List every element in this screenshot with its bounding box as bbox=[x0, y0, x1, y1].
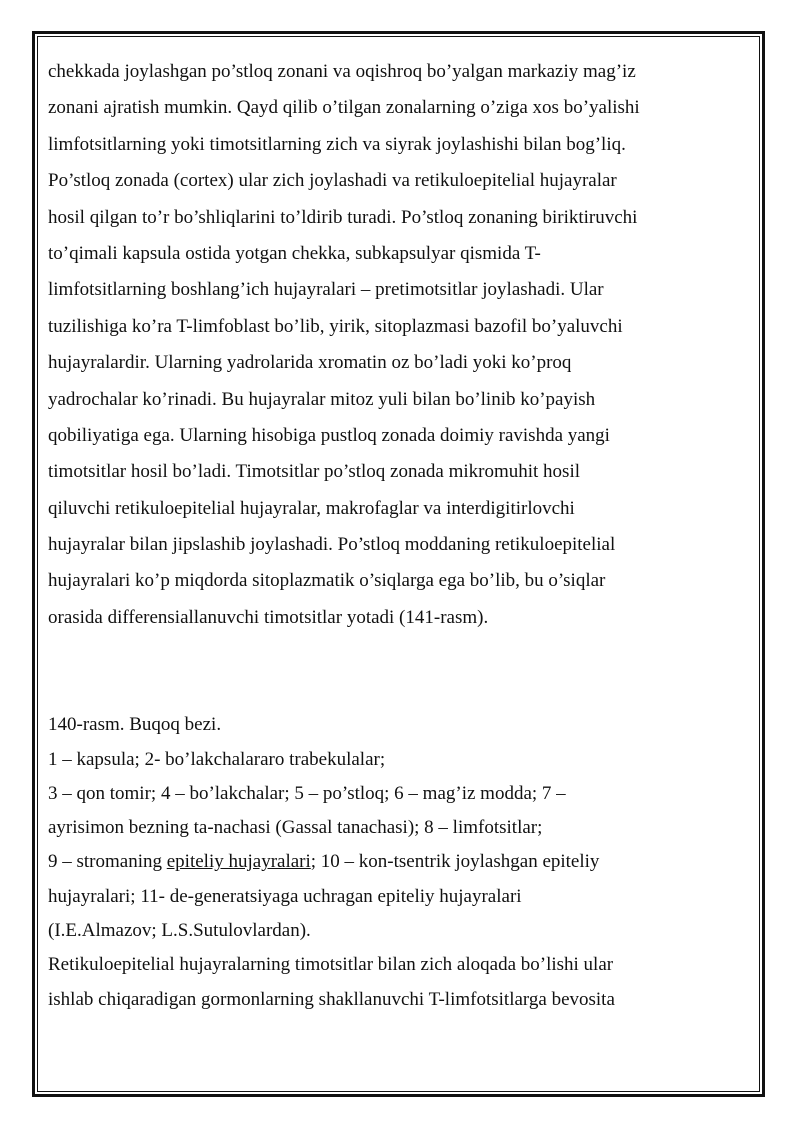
figure-caption bbox=[48, 708, 752, 948]
caption-title: 140-rasm. Buqoq bezi. bbox=[48, 714, 222, 736]
text-line: qiluvchi retikuloepitelial hujayralar, makrofaglar va interdigitirlovchi bbox=[48, 497, 575, 519]
text-line: timotsitlar hosil bo’ladi. Timotsitlar po’stloq zonada mikromuhit hosil bbox=[48, 461, 580, 483]
caption-text: ; 10 – kon-tsentrik joylashgan epiteliy bbox=[310, 851, 600, 873]
caption-line: ayrisimon bezning ta-nachasi (Gassal tanachasi); 8 – limfotsitlar; bbox=[48, 817, 543, 839]
epiteliy-link[interactable]: epiteliy hujayralari bbox=[166, 851, 311, 873]
text-line: hujayralar bilan jipslashib joylashadi. Po’stloq moddaning retikuloepitelial bbox=[48, 534, 616, 556]
text-line: zonani ajratish mumkin. Qayd qilib o’tilgan zonalarning o’ziga xos bo’yalishi bbox=[48, 97, 640, 119]
text-line: tuzilishiga ko’ra T-limfoblast bo’lib, yirik, sitoplazmasi bazofil bo’yaluvchi bbox=[48, 315, 623, 337]
caption-line: 1 – kapsula; 2- bo’lakchalararo trabekulalar; bbox=[48, 748, 386, 770]
text-line: hujayralardir. Ularning yadrolarida xromatin oz bo’ladi yoki ko’proq bbox=[48, 352, 572, 374]
text-line: ishlab chiqaradigan gormonlarning shakllanuvchi T-limfotsitlarga bevosita bbox=[48, 988, 615, 1010]
text-line: Po’stloq zonada (cortex) ular zich joylashadi va retikuloepitelial hujayralar bbox=[48, 170, 617, 192]
text-line: orasida differensiallanuvchi timotsitlar yotadi (141-rasm). bbox=[48, 606, 489, 628]
text-line: hosil qilgan to’r bo’shliqlarini to’ldirib turadi. Po’stloq zonaning biriktiruvchi bbox=[48, 206, 638, 228]
text-line: Retikuloepitelial hujayralarning timotsitlar bilan zich aloqada bo’lishi ular bbox=[48, 954, 614, 976]
text-line: limfotsitlarning boshlang’ich hujayralari – pretimotsitlar joylashadi. Ular bbox=[48, 279, 604, 301]
caption-line: 3 – qon tomir; 4 – bo’lakchalar; 5 – po’stloq; 6 – mag’iz modda; 7 – bbox=[48, 782, 566, 804]
main-paragraph bbox=[48, 54, 752, 636]
closing-paragraph bbox=[48, 948, 752, 1017]
document-body bbox=[48, 54, 752, 1017]
text-line: limfotsitlarning yoki timotsitlarning zich va siyrak joylashishi bilan bog’liq. bbox=[48, 133, 626, 155]
text-line: chekkada joylashgan po’stloq zonani va oqishroq bo’yalgan markaziy mag’iz bbox=[48, 61, 636, 82]
caption-text: 9 – stromaning bbox=[48, 851, 167, 873]
caption-line: hujayralari; 11- de-generatsiyaga uchragan epiteliy hujayralari bbox=[48, 885, 522, 907]
text-line: qobiliyatiga ega. Ularning hisobiga pustloq zonada doimiy ravishda yangi bbox=[48, 424, 610, 446]
caption-source: (I.E.Almazov; L.S.Sutulovlardan). bbox=[48, 920, 311, 942]
paragraph-gap bbox=[48, 636, 752, 708]
text-line: hujayralari ko’p miqdorda sitoplazmatik o’siqlarga ega bo’lib, bu o’siqlar bbox=[48, 570, 606, 592]
text-line: yadrochalar ko’rinadi. Bu hujayralar mitoz yuli bilan bo’linib ko’payish bbox=[48, 388, 596, 410]
text-line: to’qimali kapsula ostida yotgan chekka, subkapsulyar qismida T- bbox=[48, 242, 541, 264]
caption-line bbox=[48, 845, 752, 879]
